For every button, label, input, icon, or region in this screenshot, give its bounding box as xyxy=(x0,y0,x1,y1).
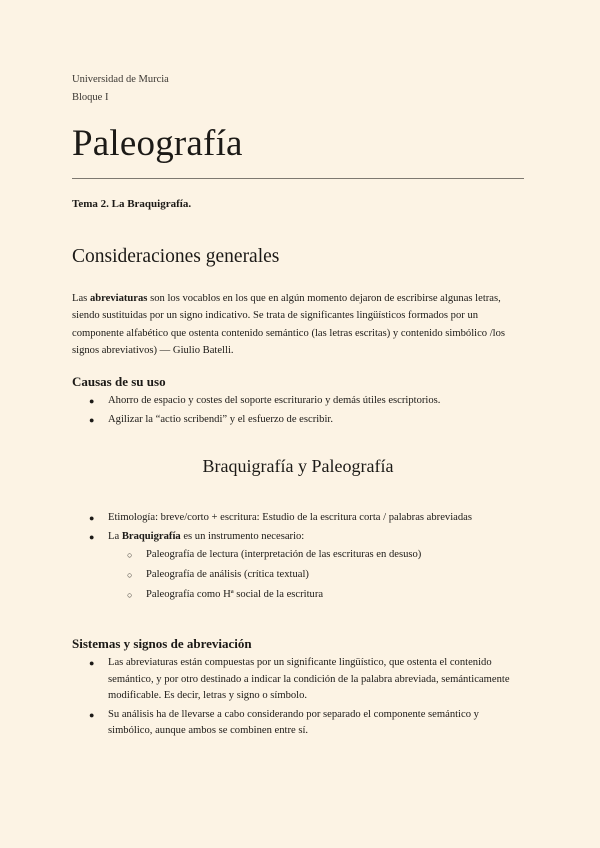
bullet-icon: ● xyxy=(89,531,95,542)
list-item-bold-term: Braquigrafía xyxy=(121,530,181,542)
list-item xyxy=(72,707,524,740)
bullet-icon: ● xyxy=(89,396,95,406)
circle-bullet-icon: ○ xyxy=(127,550,133,560)
topic-label: Tema 2. La Braquigrafía. xyxy=(72,198,192,210)
paragraph-text-post: son los vocablos en los que en algún momento dejaron de escribirse algunas letras, siendo sustituidas por un signo indicativo. Se trata de significantes lingüísticos formados por un componente alfabético que ostenta contenido semántico (las letras escritas) y contenido simbólico /los signos abreviativos) — Giulio Batelli. xyxy=(72,293,506,357)
list-item-text: Su análisis ha de llevarse a cabo considerando por separado el componente semántico y simbólico, aunque ambos se combinen entre sí. xyxy=(108,708,479,736)
sublist-item xyxy=(108,567,524,584)
list-item-text: Ahorro de espacio y costes del soporte escriturario y demás útiles escriptorios. xyxy=(108,395,441,406)
block-label: Bloque I xyxy=(72,92,109,103)
braquigrafia-list xyxy=(72,510,524,607)
heading-causas: Causas de su uso xyxy=(72,374,166,389)
circle-bullet-icon: ○ xyxy=(127,590,133,600)
causas-list xyxy=(72,393,524,430)
list-item xyxy=(72,529,524,604)
sublist-item xyxy=(108,547,524,564)
heading-braquigrafia: Braquigrafía y Paleografía xyxy=(202,456,394,476)
list-item xyxy=(72,412,524,429)
heading-consideraciones: Consideraciones generales xyxy=(72,246,280,267)
paragraph-bold-term: abreviaturas xyxy=(89,293,148,304)
abreviaturas-paragraph xyxy=(72,290,524,360)
sublist-item-text: Paleografía como Hª social de la escritura xyxy=(146,589,324,600)
sublist-item-text: Paleografía de análisis (crítica textual) xyxy=(146,569,309,580)
page-title: Paleografía xyxy=(72,123,243,164)
list-item xyxy=(72,655,524,705)
bullet-icon: ● xyxy=(89,513,95,523)
sistemas-list xyxy=(72,655,524,742)
bullet-icon: ● xyxy=(89,658,95,668)
sublist xyxy=(108,547,524,604)
list-item-text: Agilizar la “actio scribendi” y el esfuerzo de escribir. xyxy=(108,413,334,425)
bullet-icon: ● xyxy=(89,414,95,425)
list-item-text: Etimología: breve/corto + escritura: Estudio de la escritura corta / palabras abreviadas xyxy=(108,512,472,523)
list-item-text-pre: La xyxy=(108,530,122,542)
list-item-text-post: es un instrumento necesario: xyxy=(180,530,305,542)
list-item xyxy=(72,510,524,527)
list-item-text: Las abreviaturas están compuestas por un significante lingüístico, que ostenta el contenido semántico, y por otro destinado a indicar la condición de la palabra abreviada, semánticamente modificable. Es decir, letras y signo o símbolo. xyxy=(108,657,510,701)
circle-bullet-icon: ○ xyxy=(127,570,133,580)
paragraph-text-pre: Las xyxy=(72,293,90,304)
institution-label: Universidad de Murcia xyxy=(72,74,169,85)
bullet-icon: ● xyxy=(89,709,95,720)
list-item xyxy=(72,393,524,410)
heading-sistemas: Sistemas y signos de abreviación xyxy=(72,636,252,651)
title-divider xyxy=(72,178,524,179)
sublist-item-text: Paleografía de lectura (interpretación de las escrituras en desuso) xyxy=(146,549,422,560)
sublist-item xyxy=(108,587,524,604)
